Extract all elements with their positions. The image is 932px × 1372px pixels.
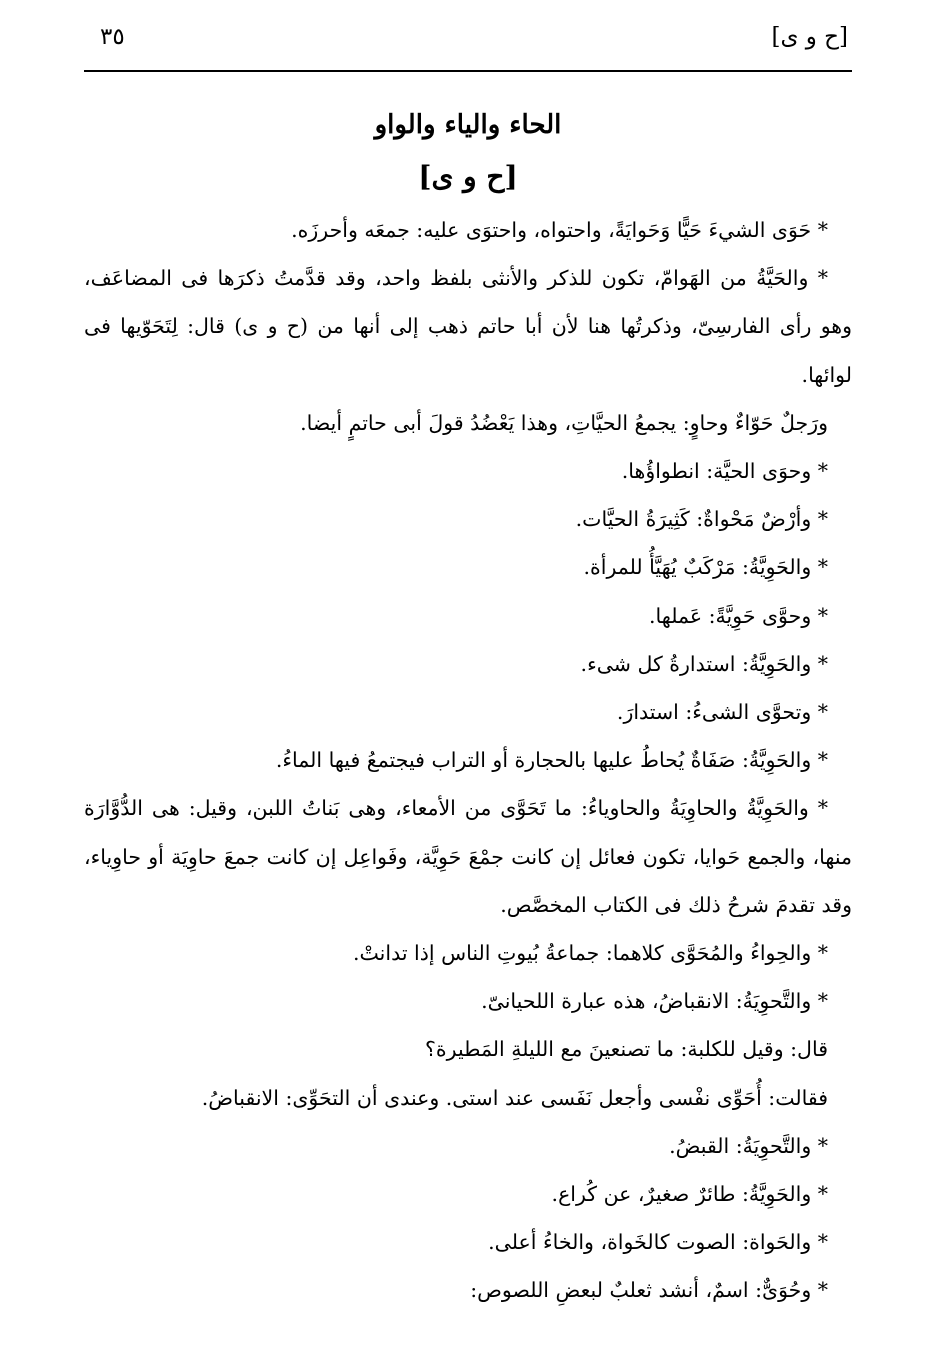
running-head-root: [ح و ى] [771,24,848,50]
entry-paragraph: ورَجلٌ حَوّاءٌ وحاوٍ: يجمعُ الحيَّاتِ، وهذا يَعْضُدُ قولَ أبى حاتمٍ أيضا. [300,410,828,435]
entry-paragraph: * والحَواة: الصوت كالخَواة، والخاءُ أعلى. [488,1230,828,1255]
entry-paragraph: فقالت: أُحَوِّى نفْسى وأجعل نَفَسى عند استى. وعندى أن التحَوِّى: الانقباضُ. [201,1085,828,1110]
entry-paragraph: * والحِواءُ والمُحَوَّى كلاهما: جماعةُ بُيوتِ الناس إذا تدانتْ. [353,941,828,966]
entry-paragraph: * والحَوِيَّةُ والحاوِيَةُ والحاوياءُ: ما تَحَوَّى من الأمعاء، وهى بَناتُ اللبن، وقيل: هى الدُّوَّارَة منها، والجمع حَوايا، تكون فعائل إن كانت جمْعَ حَوِيَّة، وفَواعِل إن كانت جمعَ حاوِيَة أو حاوِياء، وقد تقدمَ شرحُ ذلك فى الكتاب المخصَّص. [84,796,852,917]
header-rule [84,70,852,72]
entry-paragraph: * وأرْضٌ مَحْواةٌ: كَثِيرَةُ الحيَّات. [575,507,828,532]
entry-paragraph: * وحوَى الحيَّة: انطواؤُها. [621,459,828,484]
page-number: ٣٥ [100,24,125,50]
entry-paragraph: * وحوَّى حَوِيَّةً: عَملها. [649,603,828,628]
chapter-heading: الحاء والياء والواو [374,110,562,140]
entry-paragraph: * وحُوَىٌّ: اسمٌ، أنشد ثعلبٌ لبعضِ اللصوص: [470,1278,828,1303]
entry-paragraph: * والحَوِيَّةُ: طائرٌ صغيرٌ، عن كُراع. [551,1182,828,1207]
root-heading: [ح و ى] [418,160,518,193]
entry-paragraph: * والحَوِيَّةُ: صَفَاةٌ يُحاطُ عليها بالحجارة أو التراب فيجتمعُ فيها الماءُ. [275,748,828,773]
entry-paragraph: * والتَّحوِيَةُ: القبضُ. [669,1133,828,1158]
entry-paragraph: * والحَوِيَّةُ: استدارةُ كل شىء. [580,651,828,676]
entry-paragraph: قال: وقيل للكلبة: ما تصنعينَ مع الليلةِ المَطيرة؟ [425,1037,828,1062]
entry-body [84,206,852,1315]
entry-paragraph: * حَوَى الشيءَ حَيًّا وَحَوايَةً، واحتواه، واحتوَى عليه: جمعَه وأحرزَه. [291,218,828,242]
entry-paragraph: * والحَيَّةُ من الهَوامّ، تكون للذكر والأنثى بلفظ واحد، وقد قدَّمتُ ذكرَها فى المضاعَف، وهو رأى الفارسِىّ، وذكرتُها هنا لأن أبا حاتم ذهب إلى أنها من (ح و ى) قال: لِتَحَوّيها فى لوائها. [84,266,852,387]
entry-paragraph: * وتحوَّى الشىءُ: استدارَ. [616,700,828,725]
entry-paragraph: * والتَّحوِيَةُ: الانقباضُ، هذه عبارة اللحيانىّ. [481,989,828,1014]
entry-paragraph: * والحَوِيَّةُ: مَرْكَبٌ يُهَيَّأُ للمرأة. [583,555,828,580]
